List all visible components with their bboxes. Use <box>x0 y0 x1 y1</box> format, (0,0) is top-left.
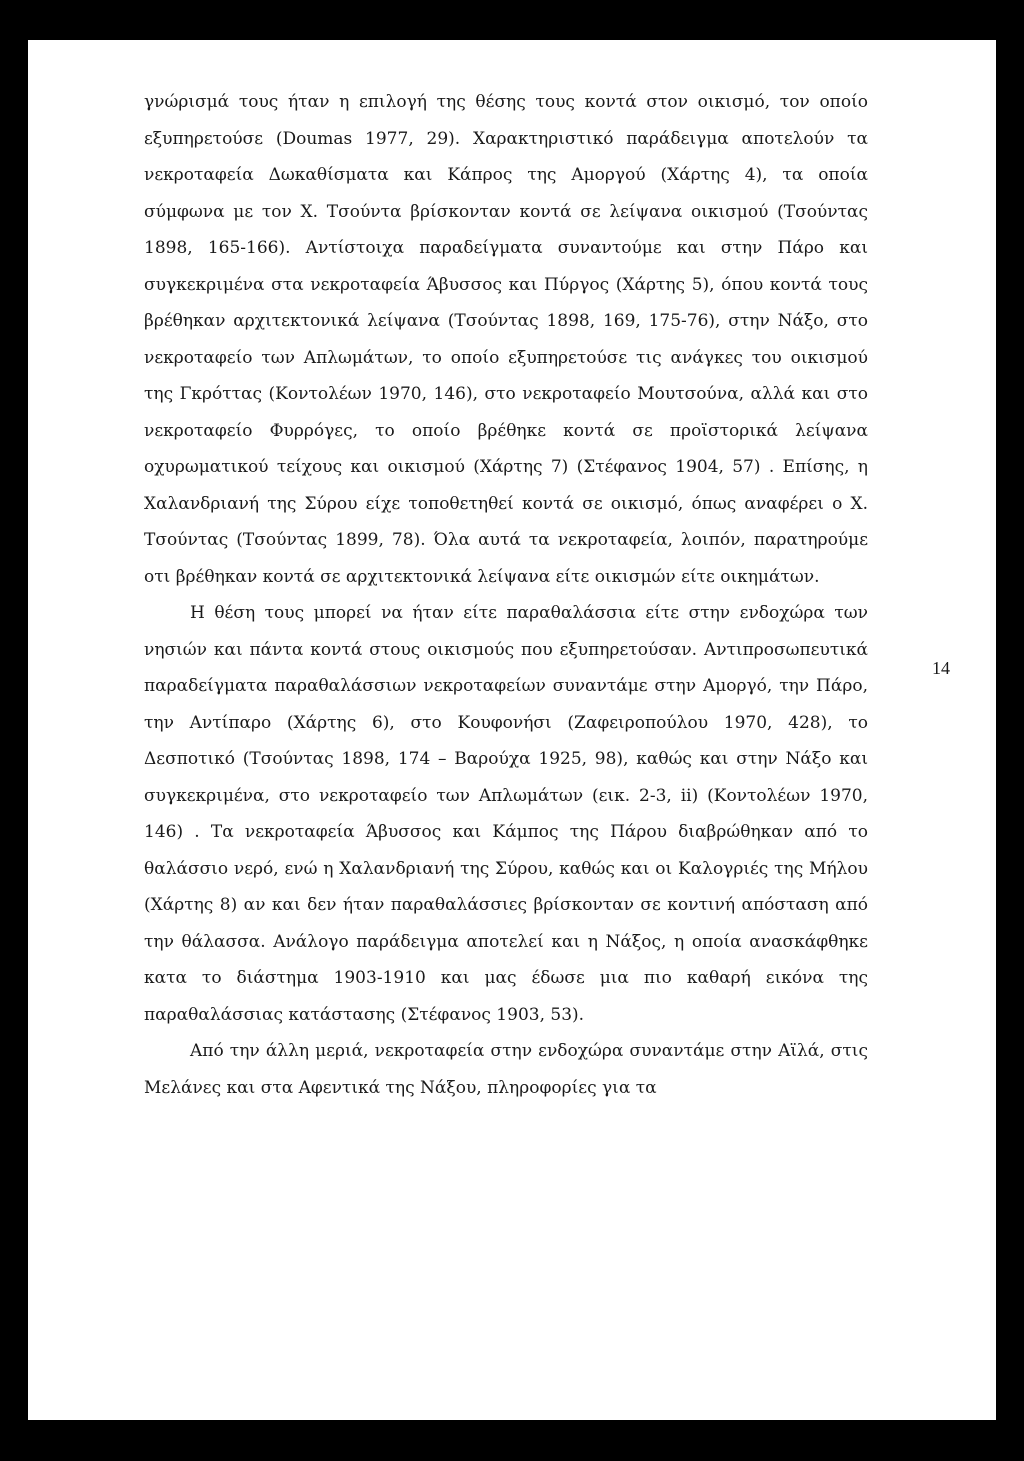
paragraph-2: Η θέση τους μπορεί να ήταν είτε παραθαλάσσια είτε στην ενδοχώρα των νησιών και πάντα κοντά στους οικισμούς που εξυπηρετούσαν. Αντιπροσωπευτικά παραδείγματα παραθαλάσσιων νεκροταφείων συναντάμε στην Αμοργό, την Πάρο, την Αντίπαρο (Χάρτης 6), στο Κουφονήσι (Ζαφειροπούλου 1970, 428), το Δεσποτικό (Τσούντας 1898, 174 – Βαρούχα 1925, 98), καθώς και στην Νάξο και συγκεκριμένα, στο νεκροταφείο των Απλωμάτων (εικ. 2-3, ii) (Κοντολέων 1970, 146) . Τα νεκροταφεία Άβυσσος και Κάμπος της Πάρου διαβρώθηκαν από το θαλάσσιο νερό, ενώ η Χαλανδριανή της Σύρου, καθώς και οι Καλογριές της Μήλου (Χάρτης 8) αν και δεν ήταν παραθαλάσσιες βρίσκονταν σε κοντινή απόσταση από την θάλασσα. Ανάλογο παράδειγμα αποτελεί και η Νάξος, η οποία ανασκάφθηκε κατα το διάστημα 1903-1910 και μας έδωσε μια πιο καθαρή εικόνα της παραθαλάσσιας κατάστασης (Στέφανος 1903, 53). <box>144 603 868 1025</box>
paragraph-1: γνώρισμά τους ήταν η επιλογή της θέσης τους κοντά στον οικισμό, τον οποίο εξυπηρετούσε (Doumas 1977, 29). Χαρακτηριστικό παράδειγμα αποτελούν τα νεκροταφεία Δωκαθίσματα και Κάπρος της Αμοργού (Χάρτης 4), τα οποία σύμφωνα με τον Χ. Τσούντα βρίσκονταν κοντά σε λείψανα οικισμού (Τσούντας 1898, 165-166). Αντίστοιχα παραδείγματα συναντούμε και στην Πάρο και συγκεκριμένα στα νεκροταφεία Άβυσσος και Πύργος (Χάρτης 5), όπου κοντά τους βρέθηκαν αρχιτεκτονικά λείψανα (Τσούντας 1898, 169, 175-76), στην Νάξο, στο νεκροταφείο των Απλωμάτων, το οποίο εξυπηρετούσε τις ανάγκες του οικισμού της Γκρόττας (Κοντολέων 1970, 146), στο νεκροταφείο Μουτσούνα, αλλά και στο νεκροταφείο Φυρρόγες, το οποίο βρέθηκε κοντά σε προϊστορικά λείψανα οχυρωματικού τείχους και οικισμού (Χάρτης 7) (Στέφανος 1904, 57) . Επίσης, η Χαλανδριανή της Σύρου είχε τοποθετηθεί κοντά σε οικισμό, όπως αναφέρει ο Χ. Τσούντας (Τσούντας 1899, 78). Όλα αυτά τα νεκροταφεία, λοιπόν, παρατηρούμε οτι βρέθηκαν κοντά σε αρχιτεκτονικά λείψανα είτε οικισμών είτε οικημάτων. <box>144 92 868 587</box>
body-text <box>144 84 950 1106</box>
paragraph-3: Από την άλλη μεριά, νεκροταφεία στην ενδοχώρα συναντάμε στην Αϊλά, στις Μελάνες και στα Αφεντικά της Νάξου, πληροφορίες για τα <box>144 1041 868 1098</box>
document-page <box>28 40 996 1420</box>
page-number: 14 <box>932 658 950 678</box>
